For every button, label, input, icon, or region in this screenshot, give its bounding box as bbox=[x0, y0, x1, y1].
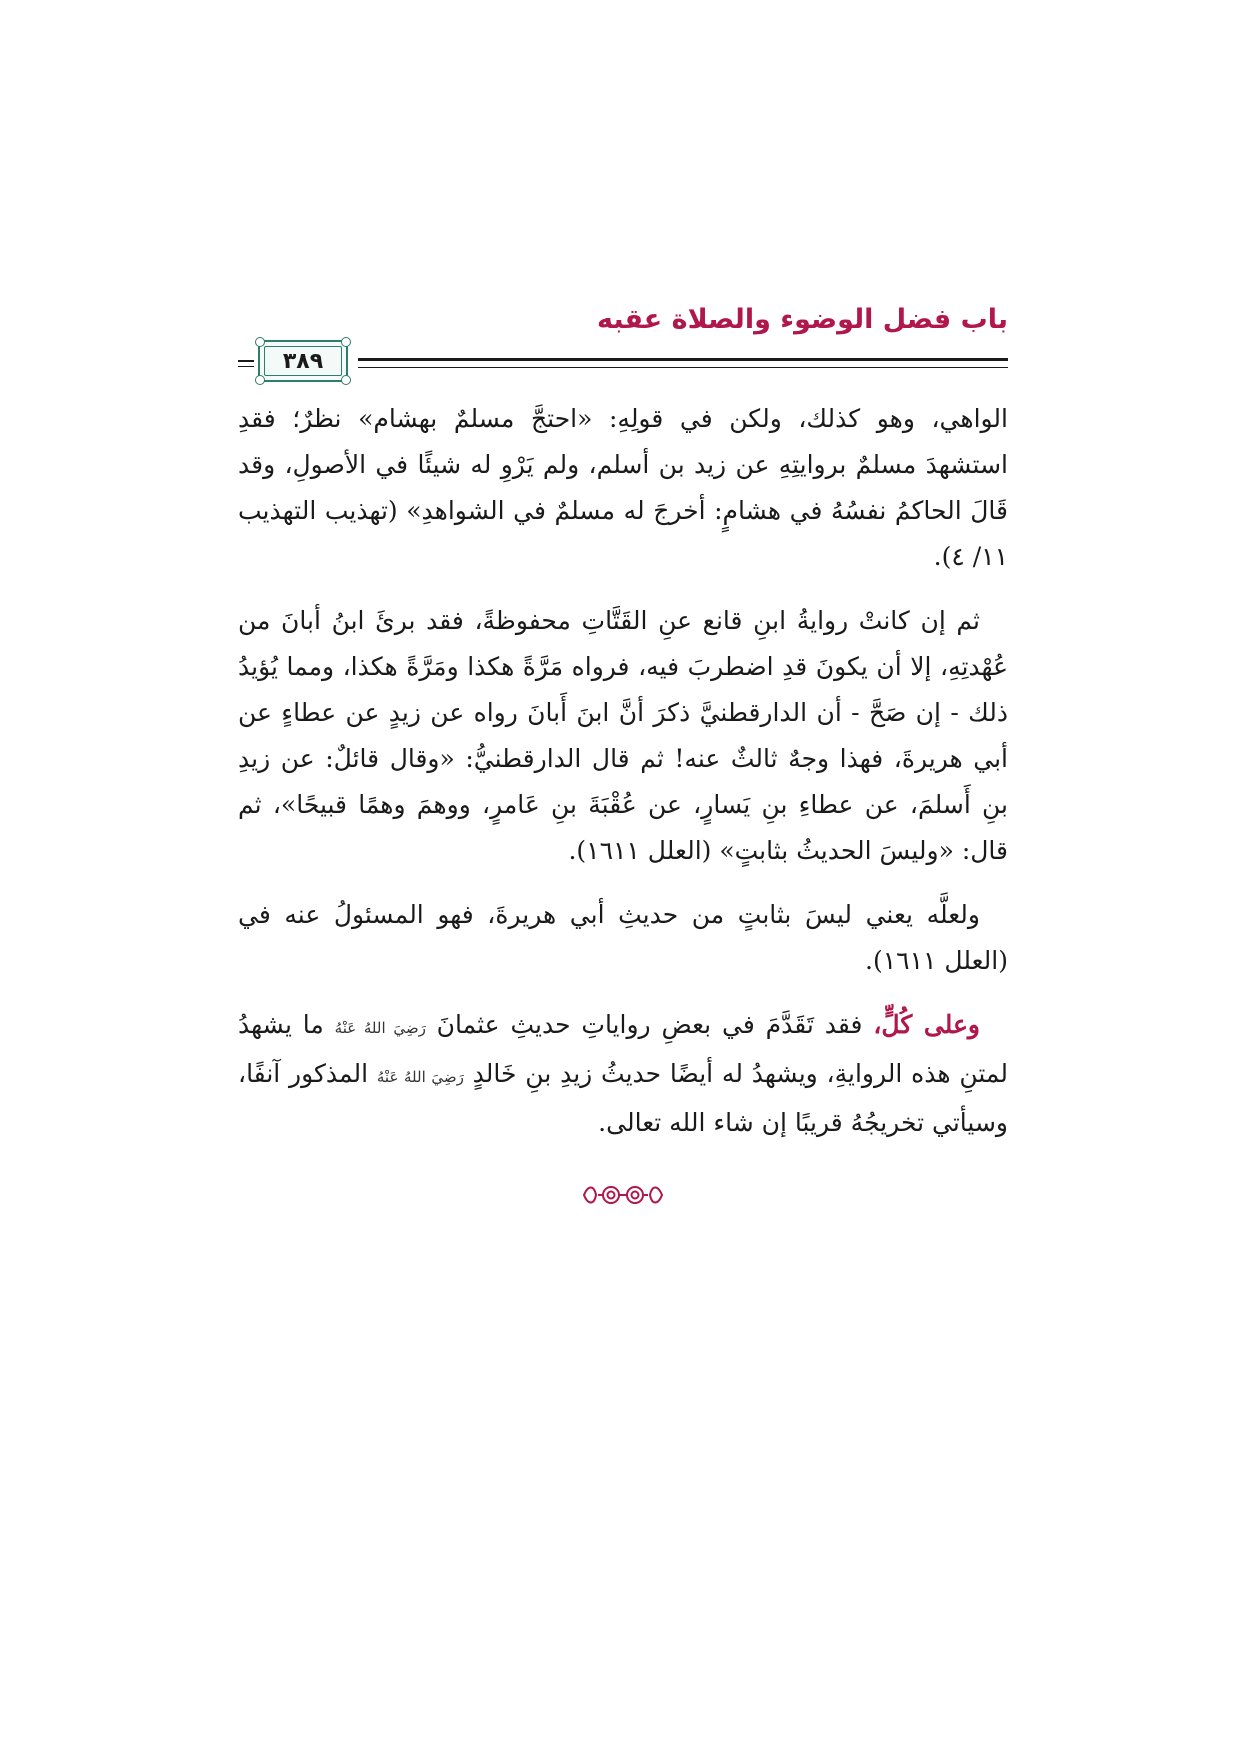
paragraph-4-text-1: فقد تَقَدَّمَ في بعضِ رواياتِ حديثِ عثمانَ bbox=[425, 1010, 874, 1039]
page-body bbox=[238, 396, 1008, 1146]
floral-separator-icon bbox=[238, 1180, 1008, 1214]
honorific-glyph: رَضِيَ اللهُ عَنْهُ bbox=[334, 1019, 426, 1037]
paragraph-4 bbox=[238, 1002, 1008, 1146]
paragraph-4-text-2: ما يشهدُ لمتنِ هذه الروايةِ، ويشهدُ له أيضًا حديثُ زيدِ بنِ خَالدٍ bbox=[238, 1010, 1008, 1088]
chapter-title: باب فضل الوضوء والصلاة عقبه bbox=[596, 304, 1008, 335]
paragraph-4-text-3: المذكور آنفًا، وسيأتي تخريجُهُ قريبًا إن شاء الله تعالى. bbox=[238, 1059, 1008, 1137]
header-rule-left bbox=[238, 360, 254, 367]
paragraph-1: الواهي، وهو كذلك، ولكن في قولِهِ: «احتجَّ مسلمٌ بهشام» نظرٌ؛ فقدِ استشهدَ مسلمٌ بروايتِهِ عن زيد بن أسلم، ولم يَرْوِ له شيئًا في الأصولِ، وقد قَالَ الحاكمُ نفسُهُ في هشامٍ: أخرجَ له مسلمٌ في الشواهدِ» (تهذيب التهذيب ١١/ ٤). bbox=[238, 404, 1008, 571]
ornament-svg bbox=[578, 1180, 668, 1210]
book-page bbox=[238, 300, 1008, 1214]
page-number: ٣٨٩ bbox=[282, 348, 324, 374]
paragraph-2: ثم إن كانتْ روايةُ ابنِ قانع عنِ القَتَّاتِ محفوظةً، فقد برئَ ابنُ أبانَ من عُهْدتِهِ، إلا أن يكونَ قدِ اضطربَ فيه، فرواه مَرَّةً هكذا ومَرَّةً هكذا، ومما يُؤيدُ ذلك - إن صَحَّ - أن الدارقطنيَّ ذكرَ أنَّ ابنَ أَبانَ رواه عن زيدٍ عن عطاءٍ عن أبي هريرةَ، فهذا وجهٌ ثالثٌ عنه! ثم قال الدارقطنيُّ: «وقال قائلٌ: عن زيدِ بنِ أَسلمَ، عن عطاءِ بنِ يَسارٍ، عن عُقْبَةَ بنِ عَامرٍ، ووهمَ وهمًا قبيحًا»، ثم قال: «وليسَ الحديثُ بثابتٍ» (العلل ١٦١١). bbox=[238, 606, 1008, 865]
paragraph-3: ولعلَّه يعني ليسَ بثابتٍ من حديثِ أبي هريرةَ، فهو المسئولُ عنه في (العلل ١٦١١). bbox=[238, 900, 1008, 975]
honorific-glyph: رَضِيَ اللهُ عَنْهُ bbox=[376, 1068, 464, 1086]
paragraph-lead-phrase: وعلى كُلٍّ، bbox=[873, 1010, 980, 1039]
page-header bbox=[238, 300, 1008, 388]
page-number-frame bbox=[258, 340, 348, 382]
header-rule bbox=[358, 358, 1008, 368]
